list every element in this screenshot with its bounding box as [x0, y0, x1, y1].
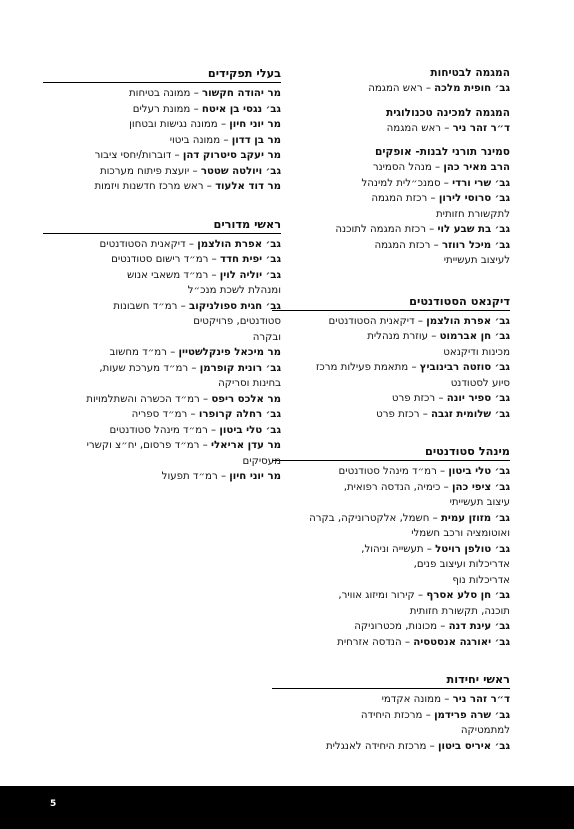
entry-continuation: ובקרה	[252, 331, 281, 343]
person-name: גב׳ יאורגה אנסטסיה	[413, 636, 510, 648]
entry-line	[272, 360, 510, 376]
entry-line	[272, 191, 510, 207]
person-name: מר דוד אלעוד	[215, 181, 281, 192]
person-role: – עוזרת מנהלית	[367, 331, 440, 342]
list-item	[43, 345, 281, 361]
person-role: – רמ״ד ספריה	[131, 409, 199, 420]
entry-line	[43, 423, 281, 439]
entry-continuation: סיוע לסטודנט	[450, 377, 510, 389]
person-role: – ממונה אקדמי	[381, 694, 453, 705]
person-role: – ממונה ביטוי	[169, 134, 232, 146]
person-role: – הנדסה אזרחית	[337, 636, 414, 648]
entry-line	[272, 81, 510, 97]
list-item	[43, 179, 281, 195]
entry-line	[43, 133, 281, 149]
entry-line	[272, 407, 510, 423]
list-item	[272, 314, 510, 330]
list-item	[43, 164, 281, 180]
person-role: – רמ״ד הכשרה והשתלמויות	[86, 393, 212, 405]
person-name: גב׳ מיכל רווזר	[441, 239, 510, 251]
person-role: – רמ״ד רישום סטודנטים	[111, 254, 220, 265]
entry-line	[43, 392, 281, 408]
person-name: גב׳ נגסי בן איטח	[201, 103, 281, 115]
person-role: – קירור ומיזוג אוויר,	[338, 590, 427, 601]
group-title: המגמה למכינה טכנולוגית	[385, 106, 510, 119]
person-role: – כימיה, הנדסה רפואית,	[343, 481, 452, 493]
person-role: – מרכזת היחידה	[360, 709, 435, 721]
person-name: גב׳ מזוזן עמית	[440, 512, 510, 524]
person-name: גב׳ אפרת הולצמן	[197, 238, 281, 250]
list-item	[43, 117, 281, 133]
section	[272, 294, 510, 423]
entry-line	[272, 480, 510, 496]
person-name: ד״ר זהר ניר	[452, 694, 510, 705]
person-name: גב׳ סוזטה רבינוביץ	[419, 362, 510, 373]
list-item	[272, 191, 510, 222]
program-group	[272, 66, 510, 97]
list-item	[43, 237, 281, 253]
person-name: מר יהודה חקשור	[202, 88, 281, 99]
list-item	[43, 268, 281, 299]
left-column	[43, 66, 281, 507]
person-name: הרב מאיר כהן	[443, 162, 510, 173]
list-item	[43, 148, 281, 164]
list-item	[43, 423, 281, 439]
person-role: – רמ״ד חשבונות	[113, 300, 189, 312]
person-role: – יועצת פיתוח מערכות	[99, 165, 201, 177]
entry-line	[272, 391, 510, 407]
section	[272, 444, 510, 650]
list-item	[43, 392, 281, 408]
person-name: גב׳ בת שבע לוי	[437, 224, 510, 235]
entry-line	[272, 511, 510, 527]
list-item	[272, 619, 510, 635]
list-item	[272, 511, 510, 542]
list-item	[272, 391, 510, 407]
person-role: – סמנכ״לית למינהל	[361, 177, 453, 189]
entry-line	[43, 438, 281, 454]
list-item	[43, 133, 281, 149]
person-role: – רכזת המגמה	[374, 239, 442, 251]
person-name: גב׳ איריס ביטון	[438, 740, 510, 752]
person-role: – ראש מרכז חדשנות ויזמות	[94, 181, 216, 192]
person-role: – מכונות, מכטרוניקה	[354, 621, 449, 632]
page-number: 5	[50, 799, 57, 809]
list-item	[43, 438, 281, 469]
person-role: – מרכזת היחידה לאנגלית	[325, 740, 439, 752]
person-name: גב׳ חן סלע אסרף	[426, 590, 510, 601]
person-name: גב׳ רונית קופרמן	[199, 362, 281, 374]
list-item	[43, 299, 281, 346]
person-role: – ממונה נגישות ובטחון	[129, 119, 230, 130]
person-role: – רמ״ד מינהל סטודנטים	[338, 466, 449, 477]
person-role: – רכזת המגמה	[371, 193, 439, 204]
entry-line	[43, 252, 281, 268]
entry-line	[272, 739, 510, 755]
section-title: בעלי תפקידים	[43, 66, 281, 83]
person-name: מר אלכס ריפס	[211, 393, 281, 405]
list-item	[272, 542, 510, 589]
list-item	[43, 361, 281, 392]
section-title: ראשי יחידות	[272, 672, 510, 689]
entry-line	[43, 345, 281, 361]
entry-continuation: אדריכלות ועיצוב פנים,	[413, 559, 510, 570]
person-name: גב׳ עינת דנה	[448, 621, 510, 632]
list-item	[272, 739, 510, 755]
list-item	[272, 360, 510, 391]
person-name: גב׳ רחלה קרופרו	[198, 409, 281, 420]
entry-line	[43, 299, 281, 315]
entry-line	[43, 164, 281, 180]
list-item	[43, 469, 281, 485]
entry-line	[272, 588, 510, 604]
list-item	[272, 81, 510, 97]
entry-line	[43, 268, 281, 284]
entry-continuation: מעסיקים	[242, 455, 281, 467]
section	[43, 217, 281, 485]
person-name: גב׳ יוליה לוין	[219, 269, 281, 281]
list-item	[272, 588, 510, 619]
entry-line	[43, 361, 281, 377]
person-role: – רכזת פרט	[391, 393, 447, 404]
list-item	[43, 407, 281, 423]
person-name: גב׳ חגית ספולניקוב	[188, 300, 281, 312]
entry-line	[272, 329, 510, 345]
entry-continuation: תוכנה, תקשורת חזותית	[409, 605, 510, 617]
person-name: גב׳ טלי ביטון	[448, 466, 510, 477]
person-name: גב׳ חופית מלכה	[434, 83, 510, 94]
person-role: – ראש המגמה	[386, 122, 453, 134]
person-name: מר יעקב סיטרוק דהן	[182, 150, 281, 161]
person-role: – תעשייה וניהול,	[361, 543, 436, 555]
list-item	[272, 238, 510, 269]
person-name: גב׳ טלי ביטון	[219, 424, 281, 436]
entry-line	[272, 238, 510, 254]
list-item	[43, 102, 281, 118]
list-item	[272, 692, 510, 708]
entry-line	[272, 542, 510, 558]
person-name: גב׳ ויולטה שטטר	[200, 165, 281, 177]
entry-continuation: ומנהלת לשכת מנכ״ל	[187, 285, 281, 296]
person-role: – רכזת המגמה לתוכנה	[335, 224, 438, 235]
person-name: גב׳ שרי ורדי	[452, 177, 510, 189]
person-name: גב׳ ציפי כהן	[452, 481, 510, 493]
person-role: – ממונת רעלים	[132, 103, 202, 115]
entry-line	[272, 222, 510, 238]
entry-continuation: ואוטומציה ורכב חשמלי	[411, 528, 510, 539]
entry-line	[272, 176, 510, 192]
person-role: – מנהל הסמינר	[372, 162, 444, 173]
entry-line	[272, 314, 510, 330]
entry-line	[272, 619, 510, 635]
list-item	[43, 252, 281, 268]
person-role: – רמ״ד פרסום, יח״צ וקשרי	[86, 440, 211, 451]
spacer	[272, 278, 510, 294]
person-name: ד״ר זהר ניר	[452, 122, 510, 134]
section-title: ראשי מדורים	[43, 217, 281, 234]
person-name: גב׳ שרה פרידמן	[434, 709, 510, 721]
person-role: – רכזת פרט	[376, 408, 432, 420]
person-name: גב׳ ספיר יונה	[446, 393, 510, 404]
program-group	[272, 145, 510, 269]
list-item	[272, 407, 510, 423]
person-role: – רמ״ד מחשוב	[109, 347, 179, 358]
list-item	[43, 86, 281, 102]
person-name: גב׳ חן אברמוט	[439, 331, 510, 342]
list-item	[272, 464, 510, 480]
person-role: – ראש המגמה	[368, 83, 435, 94]
footer-bar	[0, 786, 574, 829]
entry-line	[272, 121, 510, 137]
person-name: מר עדן אריאלי	[211, 440, 281, 451]
person-role: – רמ״ד מינהל סטודנטים	[109, 424, 220, 436]
list-item	[272, 176, 510, 192]
entry-continuation: עיצוב תעשייתי	[449, 497, 510, 508]
person-role: – מתאמת פעילות מרכז	[315, 362, 420, 373]
entry-line	[43, 179, 281, 195]
section	[43, 66, 281, 195]
entry-line	[43, 86, 281, 102]
list-item	[272, 635, 510, 651]
person-name: מר יוני חיון	[229, 471, 281, 482]
entry-continuation: סטודנטים, פרויקטים	[193, 316, 281, 327]
list-item	[272, 708, 510, 739]
entry-line	[43, 117, 281, 133]
entry-continuation: מכינות ודיקנאט	[443, 346, 510, 358]
person-name: גב׳ שלומית זגבה	[431, 408, 510, 420]
person-role: – דוברות/יחסי ציבור	[94, 150, 183, 161]
person-name: מר מיכאל פינקלשטיין	[178, 347, 281, 358]
entry-continuation: למתמטיקה	[460, 725, 510, 736]
list-item	[272, 480, 510, 511]
person-role: – דיקאנית הסטודנטים	[328, 315, 427, 327]
section-title: מינהל סטודנטים	[272, 444, 510, 461]
person-role: – דיקאנית הסטודנטים	[99, 238, 198, 250]
person-name: גב׳ סרוסי לירון	[438, 193, 510, 204]
entry-line	[43, 102, 281, 118]
person-name: מר בן דדון	[231, 134, 281, 146]
section-title: דיקנאט הסטודנטים	[272, 294, 510, 311]
person-role: – רמ״ד מערכת שעות,	[99, 362, 200, 374]
group-title: המגמה לבטיחות	[430, 67, 510, 79]
list-item	[272, 222, 510, 238]
entry-continuation: לתקשורת חזותית	[435, 208, 510, 220]
section	[272, 672, 510, 754]
entry-continuation: אדריכלות נוף	[452, 574, 510, 586]
entry-line	[272, 464, 510, 480]
person-role: – ממונה בטיחות	[128, 88, 203, 99]
entry-line	[272, 160, 510, 176]
entry-line	[43, 469, 281, 485]
right-column	[272, 66, 510, 776]
entry-line	[43, 407, 281, 423]
program-group	[272, 106, 510, 137]
entry-continuation: בחינות וסריקה	[218, 378, 281, 389]
person-name: גב׳ אפרת הולצמן	[426, 315, 510, 327]
entry-line	[43, 237, 281, 253]
person-role: – רמ״ד תפעול	[161, 471, 230, 482]
person-role: – חשמל, אלקטרוניקה, בקרה	[309, 512, 441, 524]
entry-line	[272, 708, 510, 724]
person-role: – רמ״ד משאבי אנוש	[126, 269, 220, 281]
entry-continuation: לעיצוב תעשייתי	[443, 255, 510, 266]
list-item	[272, 121, 510, 137]
list-item	[272, 329, 510, 360]
entry-line	[272, 692, 510, 708]
person-name: גב׳ טולפן רויטל	[435, 543, 510, 555]
person-name: מר יוני חיון	[229, 119, 281, 130]
entry-line	[272, 635, 510, 651]
person-name: גב׳ יפית חדד	[219, 254, 281, 265]
list-item	[272, 160, 510, 176]
entry-line	[43, 148, 281, 164]
group-title: סמינר תורני לבנות- אופקים	[375, 146, 510, 158]
